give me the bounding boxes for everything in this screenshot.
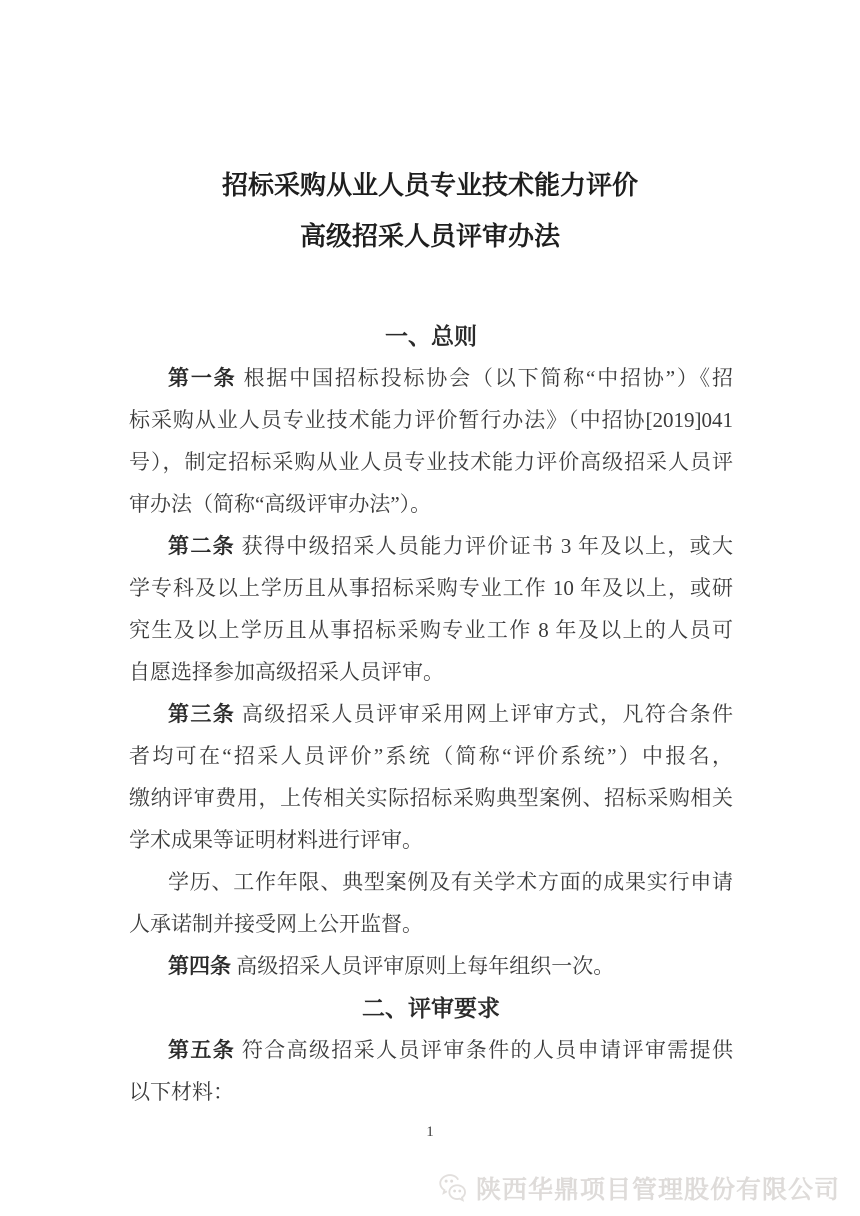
body-line: 自愿选择参加高级招采人员评审。 xyxy=(129,660,444,684)
body-line: 者均可在“招采人员评价”系统（简称“评价系统”）中报名， xyxy=(129,744,733,768)
body-line: 人承诺制并接受网上公开监督。 xyxy=(129,912,423,936)
body-line: 学术成果等证明材料进行评审。 xyxy=(129,828,423,852)
section-heading: 二、评审要求 xyxy=(362,995,500,1021)
body-line: 第二条 获得中级招采人员能力评价证书 3 年及以上，或大 xyxy=(168,534,734,558)
article-number: 第三条 xyxy=(168,702,236,726)
body-line: 第五条 符合高级招采人员评审条件的人员申请评审需提供 xyxy=(168,1038,734,1062)
section-heading: 一、总则 xyxy=(385,323,477,349)
body-line: 标采购从业人员专业技术能力评价暂行办法》（中招协[2019]041 xyxy=(129,408,733,432)
wechat-icon xyxy=(436,1172,471,1204)
article-number: 第四条 xyxy=(168,954,231,978)
body-line: 缴纳评审费用，上传相关实际招标采购典型案例、招标采购相关 xyxy=(129,786,733,810)
body-line: 究生及以上学历且从事招标采购专业工作 8 年及以上的人员可 xyxy=(129,618,733,642)
title-line-2: 高级招采人员评审办法 xyxy=(299,222,560,251)
document-body xyxy=(0,315,860,1113)
title-line-1: 招标采购从业人员专业技术能力评价 xyxy=(221,171,638,200)
page-number: 1 xyxy=(426,1124,434,1140)
article-number: 第五条 xyxy=(168,1038,236,1062)
body-line: 第四条 高级招采人员评审原则上每年组织一次。 xyxy=(168,954,615,978)
article-number: 第一条 xyxy=(168,366,237,390)
article-number: 第二条 xyxy=(168,534,236,558)
body-line: 第一条 根据中国招标投标协会（以下简称“中招协”）《招 xyxy=(168,366,734,390)
footer-watermark xyxy=(436,1170,840,1206)
document-title xyxy=(0,160,860,262)
body-line: 以下材料： xyxy=(129,1080,234,1104)
body-line: 学历、工作年限、典型案例及有关学术方面的成果实行申请 xyxy=(168,870,733,894)
company-name: 陕西华鼎项目管理股份有限公司 xyxy=(475,1176,840,1204)
body-line: 学专科及以上学历且从事招标采购专业工作 10 年及以上，或研 xyxy=(129,576,733,600)
body-line: 号），制定招标采购从业人员专业技术能力评价高级招采人员评 xyxy=(129,450,733,474)
body-line: 审办法（简称“高级评审办法”）。 xyxy=(129,492,432,516)
body-line: 第三条 高级招采人员评审采用网上评审方式，凡符合条件 xyxy=(168,702,734,726)
